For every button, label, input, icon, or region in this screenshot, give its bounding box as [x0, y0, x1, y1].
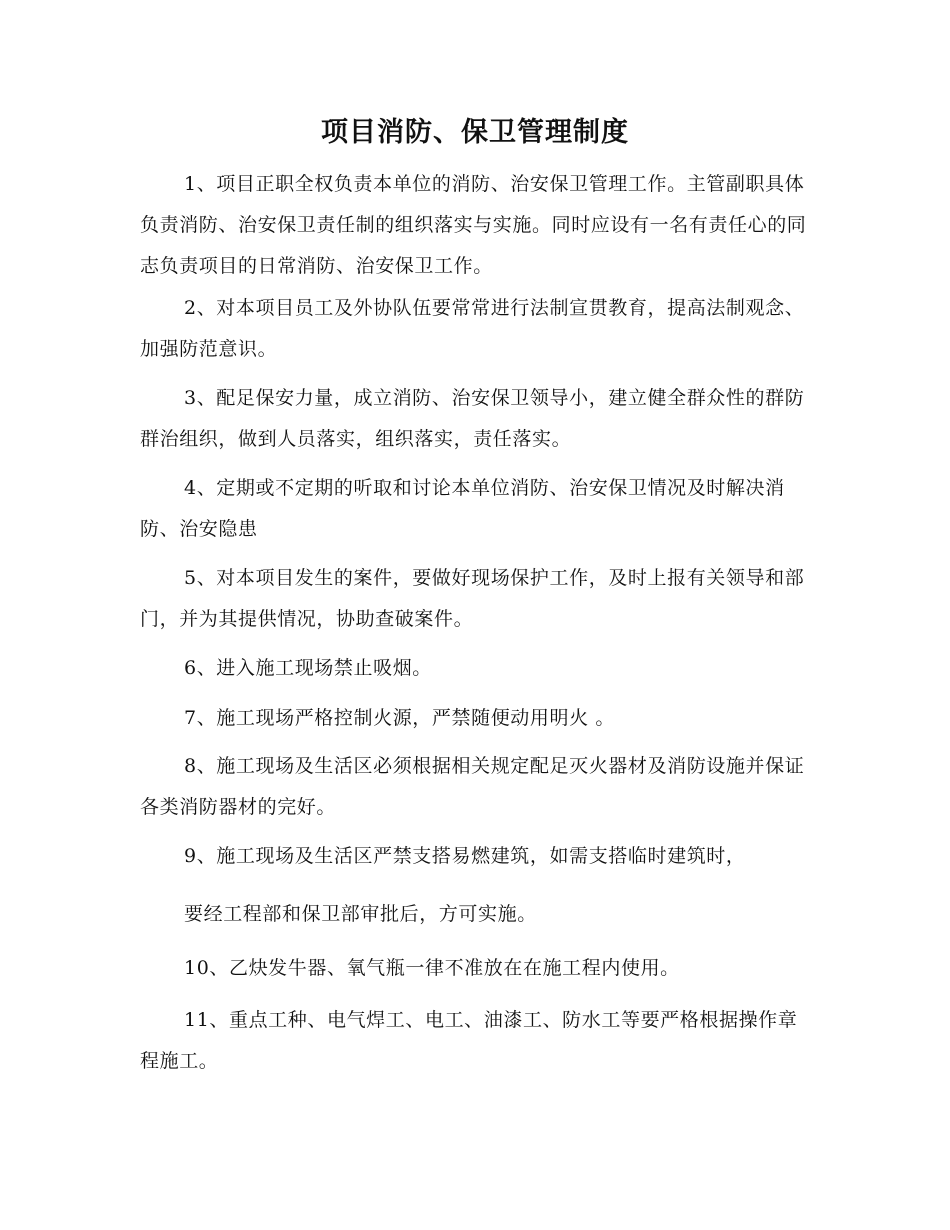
paragraph-1: 1、项目正职全权负责本单位的消防、治安保卫管理工作。主管副职具体负责消防、治安保卫责任制的组织落实与实施。同时应设有一名有责任心的同志负责项目的日常消防、治安保卫工作。 [140, 173, 807, 277]
paragraph-4: 4、定期或不定期的听取和讨论本单位消防、治安保卫情况及时解决消防、治安隐患 [140, 477, 785, 540]
document-title: 项目消防、保卫管理制度 [321, 117, 629, 148]
paragraph-8: 8、施工现场及生活区必须根据相关规定配足灭火器材及消防设施并保证各类消防器材的完好。 [140, 755, 805, 818]
paragraph-5: 5、对本项目发生的案件，要做好现场保护工作，及时上报有关领导和部门，并为其提供情况，协助查破案件。 [140, 567, 805, 630]
paragraph-9: 9、施工现场及生活区严禁支搭易燃建筑，如需支搭临时建筑时， [184, 845, 746, 867]
paragraph-11: 11、重点工种、电气焊工、电工、油漆工、防水工等要严格根据操作章程施工。 [140, 1009, 798, 1072]
paragraph-7: 7、施工现场严格控制火源，严禁随便动用明火 。 [184, 707, 615, 729]
paragraph-6: 6、进入施工现场禁止吸烟。 [184, 657, 432, 679]
paragraph-10: 10、乙炔发牛器、氧气瓶一律不准放在在施工程内使用。 [184, 957, 680, 979]
paragraph-9-continued: 要经工程部和保卫部审批后，方可实施。 [184, 903, 537, 925]
paragraph-2: 2、对本项目员工及外协队伍要常常进行法制宣贯教育，提高法制观念、 加强防范意识。 [140, 297, 805, 360]
paragraph-3: 3、配足保安力量，成立消防、治安保卫领导小，建立健全群众性的群防群治组织，做到人员落实，组织落实，责任落实。 [140, 387, 805, 450]
